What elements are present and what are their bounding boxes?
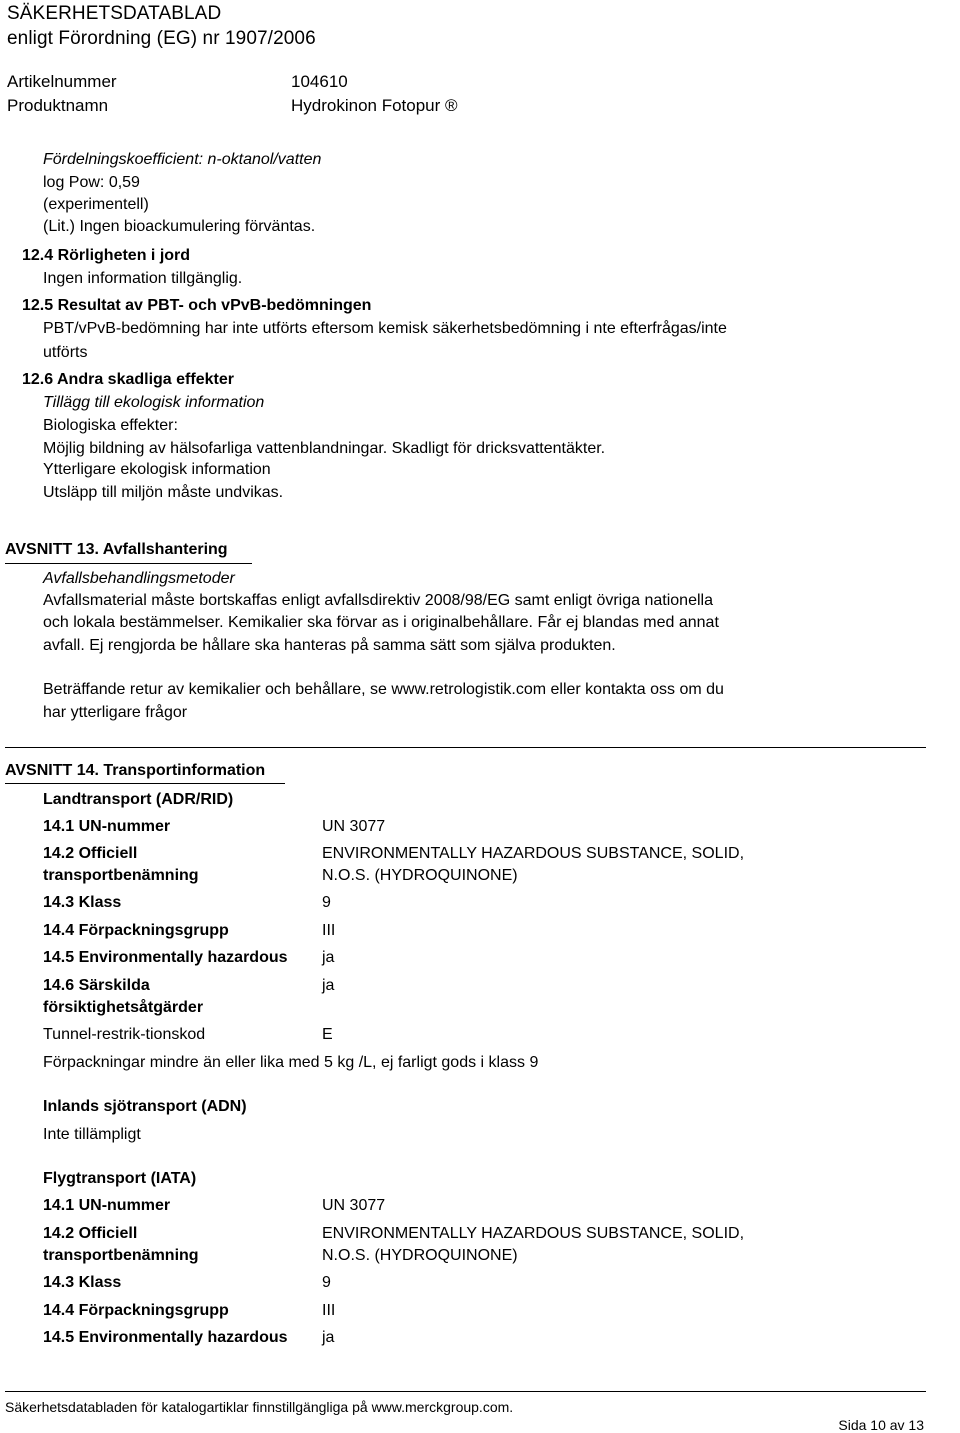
land-transport-heading: Landtransport (ADR/RID) bbox=[43, 791, 234, 808]
packaging-note: Förpackningar mindre än eller lika med 5 kg /L, ej farligt gods i klass 9 bbox=[43, 1054, 539, 1071]
tunnel-code-label: Tunnel-restrik-tionskod bbox=[43, 1026, 206, 1043]
biological-effects-text: Möjlig bildning av hälsofarliga vattenblandningar. Skadligt för dricksvattentäkter. bbox=[43, 440, 606, 457]
air-name-value-line2: N.O.S. (HYDROQUINONE) bbox=[322, 1247, 518, 1264]
air-env-hazard-value: ja bbox=[322, 1329, 335, 1346]
land-un-label: 14.1 UN-nummer bbox=[43, 818, 171, 835]
land-packing-group-value: III bbox=[322, 922, 336, 939]
more-eco-info-text: Utsläpp till miljön måste undvikas. bbox=[43, 484, 284, 501]
product-name-label: Produktnamn bbox=[7, 96, 109, 115]
disposal-text-line3: avfall. Ej rengjorda be hållare ska hanteras på samma sätt som själva produkten. bbox=[43, 637, 616, 654]
document-title: SÄKERHETSDATABLAD bbox=[7, 3, 222, 24]
land-env-hazard-label: 14.5 Environmentally hazardous bbox=[43, 949, 288, 966]
pbt-heading: 12.5 Resultat av PBT- och vPvB-bedömningen bbox=[22, 297, 372, 314]
air-name-label-line2: transportbenämning bbox=[43, 1247, 199, 1264]
land-special-label-line1: 14.6 Särskilda bbox=[43, 977, 150, 994]
air-transport-heading: Flygtransport (IATA) bbox=[43, 1170, 197, 1187]
land-name-value-line1: ENVIRONMENTALLY HAZARDOUS SUBSTANCE, SOLID, bbox=[322, 845, 745, 862]
land-name-label-line1: 14.2 Officiell bbox=[43, 845, 138, 862]
footer-note: Säkerhetsdatabladen för katalogartiklar finnstillgängliga på www.merckgroup.com. bbox=[5, 1399, 514, 1415]
land-class-value: 9 bbox=[322, 894, 331, 911]
mobility-soil-text: Ingen information tillgänglig. bbox=[43, 270, 243, 287]
section-13-heading: AVSNITT 13. Avfallshantering bbox=[5, 541, 228, 558]
land-class-label: 14.3 Klass bbox=[43, 894, 122, 911]
land-name-value-line2: N.O.S. (HYDROQUINONE) bbox=[322, 867, 518, 884]
section-14-heading: AVSNITT 14. Transportinformation bbox=[5, 762, 266, 779]
air-packing-group-label: 14.4 Förpackningsgrupp bbox=[43, 1302, 229, 1319]
other-effects-heading: 12.6 Andra skadliga effekter bbox=[22, 371, 234, 388]
land-un-value: UN 3077 bbox=[322, 818, 386, 835]
disposal-text-line1: Avfallsmaterial måste bortskaffas enligt avfallsdirektiv 2008/98/EG samt enligt övriga nationella bbox=[43, 592, 713, 609]
air-class-label: 14.3 Klass bbox=[43, 1274, 122, 1291]
article-number-label: Artikelnummer bbox=[7, 72, 117, 91]
regulation-subtitle: enligt Förordning (EG) nr 1907/2006 bbox=[7, 28, 316, 49]
footer-divider bbox=[5, 1391, 926, 1392]
product-name-value: Hydrokinon Fotopur ® bbox=[291, 96, 458, 115]
air-packing-group-value: III bbox=[322, 1302, 336, 1319]
land-packing-group-label: 14.4 Förpackningsgrupp bbox=[43, 922, 229, 939]
mobility-soil-heading: 12.4 Rörligheten i jord bbox=[22, 247, 191, 264]
section-13-underline bbox=[5, 563, 252, 564]
land-special-value: ja bbox=[322, 977, 335, 994]
air-un-label: 14.1 UN-nummer bbox=[43, 1197, 171, 1214]
eco-info-subheading: Tillägg till ekologisk information bbox=[43, 394, 265, 411]
partition-coefficient-heading: Fördelningskoefficient: n-oktanol/vatten bbox=[43, 151, 322, 168]
return-text-line1: Beträffande retur av kemikalier och behållare, se www.retrologistik.com eller kontakta oss om du bbox=[43, 681, 724, 698]
section-divider bbox=[5, 747, 926, 748]
return-text-line2: har ytterligare frågor bbox=[43, 704, 188, 721]
biological-effects-label: Biologiska effekter: bbox=[43, 417, 178, 434]
inland-waterway-text: Inte tillämpligt bbox=[43, 1126, 141, 1143]
disposal-methods-subheading: Avfallsbehandlingsmetoder bbox=[43, 570, 235, 587]
land-name-label-line2: transportbenämning bbox=[43, 867, 199, 884]
more-eco-info-label: Ytterligare ekologisk information bbox=[43, 461, 271, 478]
air-env-hazard-label: 14.5 Environmentally hazardous bbox=[43, 1329, 288, 1346]
disposal-text-line2: och lokala bestämmelser. Kemikalier ska förvar as i originalbehållare. Får ej blandas med annat bbox=[43, 614, 719, 631]
pbt-text-line1: PBT/vPvB-bedömning har inte utförts eftersom kemisk säkerhetsbedömning i nte efterfrågas/inte bbox=[43, 320, 727, 337]
tunnel-code-value: E bbox=[322, 1026, 333, 1043]
land-special-label-line2: försiktighetsåtgärder bbox=[43, 999, 204, 1016]
air-un-value: UN 3077 bbox=[322, 1197, 386, 1214]
air-name-label-line1: 14.2 Officiell bbox=[43, 1225, 138, 1242]
land-env-hazard-value: ja bbox=[322, 949, 335, 966]
air-class-value: 9 bbox=[322, 1274, 331, 1291]
page-number: Sida 10 av 13 bbox=[838, 1417, 924, 1433]
section-14-underline bbox=[5, 783, 285, 784]
inland-waterway-heading: Inlands sjötransport (ADN) bbox=[43, 1098, 247, 1115]
bioaccumulation-text: (Lit.) Ingen bioackumulering förväntas. bbox=[43, 218, 316, 235]
article-number-value: 104610 bbox=[291, 72, 348, 91]
experimental-note: (experimentell) bbox=[43, 196, 149, 213]
air-name-value-line1: ENVIRONMENTALLY HAZARDOUS SUBSTANCE, SOLID, bbox=[322, 1225, 745, 1242]
pbt-text-line2: utförts bbox=[43, 344, 88, 361]
log-pow-value: log Pow: 0,59 bbox=[43, 174, 140, 191]
